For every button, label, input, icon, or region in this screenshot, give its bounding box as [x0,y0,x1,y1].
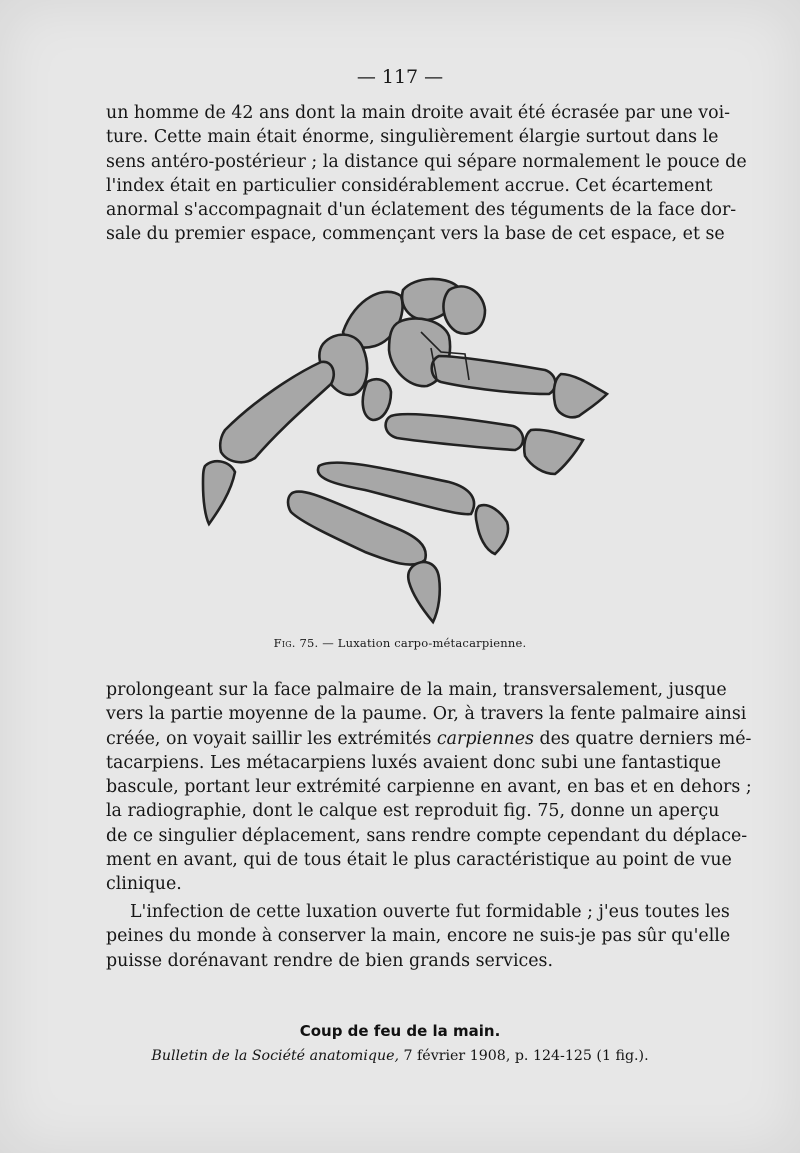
carpal-bone [443,286,485,333]
phalanx-bone [476,505,508,554]
hand-xray-tracing-figure [195,270,615,630]
page-number: — 117 — [356,66,444,88]
text-line-with-emphasis [106,727,752,751]
text-line: ment en avant, qui de tous était le plus caractéristique au point de vue [106,850,732,871]
citation [0,1048,800,1064]
metacarpal-bone [220,362,334,462]
paragraph-1 [106,101,747,247]
phalanx-bone [203,461,235,524]
metacarpal-bone [386,414,523,450]
text-line: clinique. [106,874,182,895]
text-line: un homme de 42 ans dont la main droite avait été écrasée par une voi- [106,103,731,123]
text-fragment: des quatre derniers mé- [533,728,752,749]
metacarpal-bone [288,492,426,565]
text-line: sale du premier espace, commençant vers la base de cet espace, et se [106,224,725,245]
figure-caption-text: — Luxation carpo-métacarpienne. [322,636,527,650]
figure-caption [0,636,800,650]
text-line: bascule, portant leur extrémité carpienne en avant, en bas et en dehors ; [106,777,752,798]
metacarpal-bone [432,356,556,394]
text-line: puisse dorénavant rendre de bien grands services. [106,950,553,971]
citation-journal: Bulletin de la Société anatomique, [151,1048,399,1064]
paragraph-2 [106,678,752,897]
text-line: sens antéro-postérieur ; la distance qui sépare normalement le pouce de [106,151,747,172]
text-line: tacarpiens. Les métacarpiens luxés avaient donc subi une fantastique [106,752,721,773]
text-line: la radiographie, dont le calque est reproduit fig. 75, donne un aperçu [106,801,720,822]
citation-details: 7 février 1908, p. 124-125 (1 fig.). [399,1048,649,1064]
text-fragment: créée, on voyait saillir les extrémités [106,728,437,749]
emphasis-carpiennes: carpiennes [436,728,534,749]
text-line: peines du monde à conserver la main, encore ne suis-je pas sûr qu'elle [106,926,731,947]
phalanx-bone [554,374,607,417]
text-line: l'index était en particulier considérablement accrue. Cet écartement [106,175,713,196]
carpal-bone [363,379,391,420]
paragraph-3 [106,900,731,973]
text-line: vers la partie moyenne de la paume. Or, à travers la fente palmaire ainsi [106,704,747,725]
text-line: prolongeant sur la face palmaire de la main, transversalement, jusque [106,680,727,700]
text-line: anormal s'accompagnait d'un éclatement des téguments de la face dor- [106,200,737,221]
text-line: L'infection de cette luxation ouverte fut formidable ; j'eus toutes les [130,902,730,922]
section-title: Coup de feu de la main. [299,1022,501,1040]
figure-label: Fig. 75. [273,636,319,650]
phalanx-bone [524,430,583,474]
text-line: de ce singulier déplacement, sans rendre compte cependant du déplace- [106,825,748,846]
phalanx-bone [408,562,440,622]
text-line: ture. Cette main était énorme, singulièrement élargie surtout dans le [106,127,719,148]
